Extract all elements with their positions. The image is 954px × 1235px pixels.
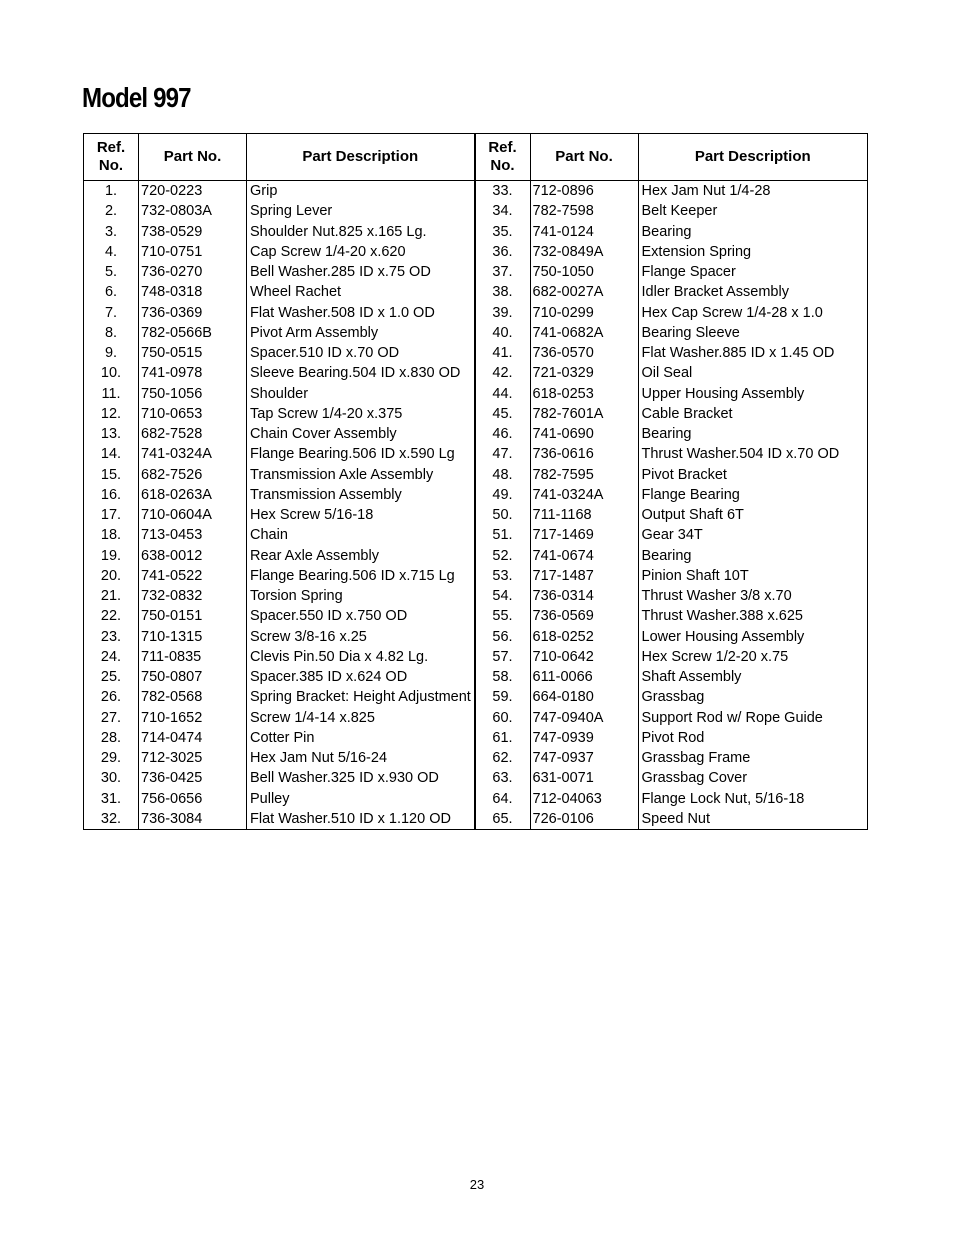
ref-no-cell: 38.	[476, 282, 531, 302]
ref-no-cell: 60.	[476, 708, 531, 728]
ref-no-cell: 9.	[84, 343, 139, 363]
table-row	[476, 627, 868, 647]
table-row	[84, 242, 474, 262]
table-row	[84, 384, 474, 404]
ref-no-cell: 2.	[84, 201, 139, 221]
table-row	[84, 363, 474, 383]
part-description-cell: Rear Axle Assembly	[250, 547, 379, 564]
part-description-cell: Bearing Sleeve	[641, 324, 740, 341]
part-no-cell: 710-0653	[139, 404, 247, 424]
part-no-cell: 741-0124	[530, 222, 638, 242]
header-ref-no: Ref. No.	[84, 134, 139, 181]
part-description-cell: Wheel Rachet	[250, 284, 342, 301]
part-no-cell: 611-0066	[530, 667, 638, 687]
part-description-cell: Tap Screw 1/4-20 x.375	[250, 405, 403, 422]
part-description-cell: Idler Bracket Assembly	[641, 284, 789, 301]
table-row	[476, 323, 868, 343]
table-row	[84, 181, 474, 202]
table-row	[84, 343, 474, 363]
ref-no-cell: 5.	[84, 262, 139, 282]
part-description-cell: Chain	[250, 527, 288, 544]
ref-no-cell: 20.	[84, 566, 139, 586]
ref-no-cell: 54.	[476, 586, 531, 606]
ref-no-cell: 18.	[84, 525, 139, 545]
ref-no-cell: 8.	[84, 323, 139, 343]
ref-no-cell: 17.	[84, 505, 139, 525]
part-description-cell: Pinion Shaft 10T	[641, 567, 749, 584]
ref-no-cell: 23.	[84, 627, 139, 647]
part-no-cell: 726-0106	[530, 809, 638, 829]
part-description-cell: Grassbag	[641, 689, 705, 706]
table-row	[84, 282, 474, 302]
table-row	[476, 444, 868, 464]
table-row	[84, 424, 474, 444]
ref-no-cell: 14.	[84, 444, 139, 464]
part-description-cell: Thrust Washer.504 ID x.70 OD	[641, 446, 840, 463]
table-row	[476, 809, 868, 829]
table-row	[476, 586, 868, 606]
ref-no-cell: 26.	[84, 687, 139, 707]
ref-no-cell: 7.	[84, 303, 139, 323]
part-no-cell: 748-0318	[139, 282, 247, 302]
table-row	[84, 566, 474, 586]
ref-no-cell: 25.	[84, 667, 139, 687]
part-description-cell: Spacer.550 ID x.750 OD	[250, 608, 408, 625]
part-no-cell: 638-0012	[139, 546, 247, 566]
table-row	[476, 404, 868, 424]
ref-no-cell: 42.	[476, 363, 531, 383]
table-header	[84, 134, 474, 181]
ref-no-cell: 48.	[476, 465, 531, 485]
part-description-cell: Transmission Assembly	[250, 486, 402, 503]
part-no-cell: 736-0369	[139, 303, 247, 323]
ref-no-cell: 1.	[84, 181, 139, 202]
part-description-cell: Chain Cover Assembly	[250, 426, 397, 443]
table-row	[84, 667, 474, 687]
part-no-cell: 710-0751	[139, 242, 247, 262]
table-row	[476, 768, 868, 788]
table-row	[476, 242, 868, 262]
table-row	[476, 708, 868, 728]
ref-no-cell: 53.	[476, 566, 531, 586]
part-no-cell: 750-1050	[530, 262, 638, 282]
part-description-cell: Bell Washer.285 ID x.75 OD	[250, 264, 431, 281]
part-description-cell: Shaft Assembly	[641, 669, 742, 686]
part-description-cell: Clevis Pin.50 Dia x 4.82 Lg.	[250, 648, 429, 665]
part-no-cell: 710-1652	[139, 708, 247, 728]
ref-no-cell: 63.	[476, 768, 531, 788]
part-description-cell: Flange Lock Nut, 5/16-18	[641, 790, 805, 807]
part-description-cell: Screw 1/4-14 x.825	[250, 709, 375, 726]
ref-no-cell: 59.	[476, 687, 531, 707]
table-row	[476, 525, 868, 545]
table-row	[84, 586, 474, 606]
part-description-cell: Pulley	[250, 790, 290, 807]
part-description-cell: Shoulder	[250, 385, 309, 402]
part-description-cell: Grassbag Frame	[641, 750, 751, 767]
part-no-cell: 741-0324A	[530, 485, 638, 505]
ref-no-cell: 65.	[476, 809, 531, 829]
table-row	[84, 627, 474, 647]
part-no-cell: 712-04063	[530, 789, 638, 809]
ref-no-cell: 40.	[476, 323, 531, 343]
table-row	[476, 181, 868, 202]
table-row	[476, 606, 868, 626]
part-no-cell: 710-0642	[530, 647, 638, 667]
table-header	[476, 134, 868, 181]
part-no-cell: 736-0270	[139, 262, 247, 282]
table-row	[476, 201, 868, 221]
table-row	[476, 687, 868, 707]
part-description-cell: Extension Spring	[641, 243, 752, 260]
part-no-cell: 618-0263A	[139, 485, 247, 505]
table-row	[84, 546, 474, 566]
table-row	[84, 606, 474, 626]
header-part-description: Part Description	[247, 134, 474, 181]
part-no-cell: 732-0803A	[139, 201, 247, 221]
part-description-cell: Hex Jam Nut 5/16-24	[250, 750, 388, 767]
parts-table-left	[84, 134, 476, 829]
table-row	[84, 647, 474, 667]
table-row	[84, 323, 474, 343]
table-row	[476, 728, 868, 748]
part-no-cell: 741-0522	[139, 566, 247, 586]
ref-no-cell: 13.	[84, 424, 139, 444]
part-description-cell: Spring Bracket: Height Adjustment	[250, 689, 471, 706]
table-row	[476, 546, 868, 566]
ref-no-cell: 50.	[476, 505, 531, 525]
table-row	[84, 687, 474, 707]
part-description-cell: Flange Bearing	[641, 486, 740, 503]
ref-no-cell: 10.	[84, 363, 139, 383]
table-row	[84, 728, 474, 748]
part-description-cell: Sleeve Bearing.504 ID x.830 OD	[250, 365, 461, 382]
part-no-cell: 736-0570	[530, 343, 638, 363]
part-description-cell: Flange Spacer	[641, 264, 736, 281]
table-row	[84, 708, 474, 728]
ref-no-cell: 32.	[84, 809, 139, 829]
ref-no-cell: 29.	[84, 748, 139, 768]
ref-no-cell: 33.	[476, 181, 531, 202]
part-no-cell: 631-0071	[530, 768, 638, 788]
table-row	[476, 485, 868, 505]
part-no-cell: 710-0299	[530, 303, 638, 323]
ref-no-cell: 16.	[84, 485, 139, 505]
table-row	[476, 384, 868, 404]
ref-no-cell: 6.	[84, 282, 139, 302]
table-row	[84, 222, 474, 242]
ref-no-cell: 47.	[476, 444, 531, 464]
part-no-cell: 782-0566B	[139, 323, 247, 343]
ref-no-cell: 4.	[84, 242, 139, 262]
table-row	[476, 566, 868, 586]
part-description-cell: Flat Washer.885 ID x 1.45 OD	[641, 345, 835, 362]
part-description-cell: Hex Jam Nut 1/4-28	[641, 183, 771, 200]
ref-no-cell: 36.	[476, 242, 531, 262]
part-no-cell: 750-0151	[139, 606, 247, 626]
part-no-cell: 756-0656	[139, 789, 247, 809]
part-no-cell: 721-0329	[530, 363, 638, 383]
part-description-cell: Torsion Spring	[250, 588, 343, 605]
part-description-cell: Cable Bracket	[641, 405, 733, 422]
part-description-cell: Grip	[250, 183, 278, 200]
ref-no-cell: 34.	[476, 201, 531, 221]
part-no-cell: 747-0940A	[530, 708, 638, 728]
part-description-cell: Hex Screw 5/16-18	[250, 507, 374, 524]
table-row	[476, 667, 868, 687]
part-no-cell: 738-0529	[139, 222, 247, 242]
ref-no-cell: 44.	[476, 384, 531, 404]
ref-no-cell: 21.	[84, 586, 139, 606]
header-part-description: Part Description	[638, 134, 867, 181]
table-row	[476, 262, 868, 282]
ref-no-cell: 19.	[84, 546, 139, 566]
ref-no-cell: 55.	[476, 606, 531, 626]
part-no-cell: 682-7528	[139, 424, 247, 444]
part-no-cell: 747-0939	[530, 728, 638, 748]
table-row	[476, 789, 868, 809]
part-no-cell: 736-3084	[139, 809, 247, 829]
part-description-cell: Hex Cap Screw 1/4-28 x 1.0	[641, 304, 823, 321]
ref-no-cell: 52.	[476, 546, 531, 566]
parts-list	[83, 133, 868, 830]
part-no-cell: 750-1056	[139, 384, 247, 404]
ref-no-cell: 28.	[84, 728, 139, 748]
part-description-cell: Shoulder Nut.825 x.165 Lg.	[250, 223, 427, 240]
part-description-cell: Upper Housing Assembly	[641, 385, 805, 402]
parts-rows-right	[476, 181, 868, 830]
part-description-cell: Output Shaft 6T	[641, 507, 744, 524]
part-no-cell: 710-1315	[139, 627, 247, 647]
ref-no-cell: 37.	[476, 262, 531, 282]
ref-no-cell: 58.	[476, 667, 531, 687]
ref-no-cell: 39.	[476, 303, 531, 323]
table-row	[476, 465, 868, 485]
ref-no-cell: 24.	[84, 647, 139, 667]
table-row	[476, 303, 868, 323]
part-no-cell: 782-0568	[139, 687, 247, 707]
page-number: 23	[469, 1177, 485, 1192]
ref-no-cell: 11.	[84, 384, 139, 404]
part-description-cell: Pivot Rod	[641, 729, 705, 746]
table-row	[84, 789, 474, 809]
ref-no-cell: 12.	[84, 404, 139, 424]
part-no-cell: 747-0937	[530, 748, 638, 768]
part-description-cell: Oil Seal	[641, 365, 693, 382]
ref-no-cell: 46.	[476, 424, 531, 444]
part-description-cell: Spring Lever	[250, 203, 333, 220]
header-part-no: Part No.	[139, 134, 247, 181]
part-no-cell: 736-0616	[530, 444, 638, 464]
ref-no-cell: 41.	[476, 343, 531, 363]
part-description-cell: Lower Housing Assembly	[641, 628, 805, 645]
part-no-cell: 782-7598	[530, 201, 638, 221]
table-row	[84, 525, 474, 545]
part-no-cell: 711-0835	[139, 647, 247, 667]
part-description-cell: Flat Washer.508 ID x 1.0 OD	[250, 304, 435, 321]
part-description-cell: Cotter Pin	[250, 729, 315, 746]
table-row	[476, 424, 868, 444]
header-part-no: Part No.	[530, 134, 638, 181]
part-description-cell: Hex Screw 1/2-20 x.75	[641, 648, 789, 665]
part-description-cell: Pivot Bracket	[641, 466, 727, 483]
part-no-cell: 712-3025	[139, 748, 247, 768]
part-no-cell: 713-0453	[139, 525, 247, 545]
part-description-cell: Flat Washer.510 ID x 1.120 OD	[250, 810, 451, 827]
table-row	[476, 505, 868, 525]
part-description-cell: Belt Keeper	[641, 203, 718, 220]
part-no-cell: 736-0425	[139, 768, 247, 788]
table-row	[84, 809, 474, 829]
part-no-cell: 750-0515	[139, 343, 247, 363]
part-no-cell: 712-0896	[530, 181, 638, 202]
part-no-cell: 782-7595	[530, 465, 638, 485]
ref-no-cell: 61.	[476, 728, 531, 748]
part-no-cell: 720-0223	[139, 181, 247, 202]
ref-no-cell: 62.	[476, 748, 531, 768]
part-description-cell: Pivot Arm Assembly	[250, 324, 379, 341]
part-no-cell: 711-1168	[530, 505, 638, 525]
table-row	[84, 201, 474, 221]
ref-no-cell: 51.	[476, 525, 531, 545]
part-no-cell: 717-1469	[530, 525, 638, 545]
part-description-cell: Thrust Washer 3/8 x.70	[641, 588, 792, 605]
table-row	[84, 505, 474, 525]
ref-no-cell: 57.	[476, 647, 531, 667]
part-description-cell: Support Rod w/ Rope Guide	[641, 709, 823, 726]
ref-no-cell: 49.	[476, 485, 531, 505]
part-no-cell: 618-0252	[530, 627, 638, 647]
ref-no-cell: 45.	[476, 404, 531, 424]
part-description-cell: Flange Bearing.506 ID x.590 Lg	[250, 446, 455, 463]
part-description-cell: Bell Washer.325 ID x.930 OD	[250, 770, 439, 787]
table-row	[84, 444, 474, 464]
table-row	[476, 343, 868, 363]
part-no-cell: 664-0180	[530, 687, 638, 707]
table-row	[476, 222, 868, 242]
parts-table-right	[476, 134, 868, 829]
part-no-cell: 741-0978	[139, 363, 247, 383]
table-row	[84, 465, 474, 485]
ref-no-cell: 64.	[476, 789, 531, 809]
part-description-cell: Speed Nut	[641, 810, 711, 827]
ref-no-cell: 27.	[84, 708, 139, 728]
table-row	[84, 748, 474, 768]
table-row	[476, 748, 868, 768]
part-description-cell: Cap Screw 1/4-20 x.620	[250, 243, 406, 260]
part-description-cell: Bearing	[641, 223, 692, 240]
table-row	[476, 363, 868, 383]
ref-no-cell: 35.	[476, 222, 531, 242]
ref-no-cell: 30.	[84, 768, 139, 788]
part-description-cell: Gear 34T	[641, 527, 703, 544]
table-row	[84, 303, 474, 323]
table-row	[84, 404, 474, 424]
part-no-cell: 710-0604A	[139, 505, 247, 525]
part-no-cell: 750-0807	[139, 667, 247, 687]
ref-no-cell: 3.	[84, 222, 139, 242]
part-description-cell: Spacer.385 ID x.624 OD	[250, 669, 408, 686]
part-description-cell: Bearing	[641, 426, 692, 443]
part-description-cell: Bearing	[641, 547, 692, 564]
part-no-cell: 736-0314	[530, 586, 638, 606]
part-no-cell: 782-7601A	[530, 404, 638, 424]
ref-no-cell: 56.	[476, 627, 531, 647]
part-description-cell: Spacer.510 ID x.70 OD	[250, 345, 400, 362]
part-no-cell: 682-7526	[139, 465, 247, 485]
part-no-cell: 682-0027A	[530, 282, 638, 302]
ref-no-cell: 22.	[84, 606, 139, 626]
part-no-cell: 732-0849A	[530, 242, 638, 262]
parts-rows-left	[84, 181, 474, 830]
table-row	[84, 768, 474, 788]
part-no-cell: 714-0474	[139, 728, 247, 748]
part-no-cell: 618-0253	[530, 384, 638, 404]
part-description-cell: Screw 3/8-16 x.25	[250, 628, 367, 645]
part-no-cell: 741-0690	[530, 424, 638, 444]
table-row	[476, 282, 868, 302]
part-description-cell: Flange Bearing.506 ID x.715 Lg	[250, 567, 455, 584]
header-ref-no: Ref. No.	[476, 134, 531, 181]
ref-no-cell: 31.	[84, 789, 139, 809]
part-no-cell: 736-0569	[530, 606, 638, 626]
part-description-cell: Grassbag Cover	[641, 770, 748, 787]
table-row	[84, 262, 474, 282]
part-no-cell: 741-0682A	[530, 323, 638, 343]
table-row	[476, 647, 868, 667]
part-no-cell: 741-0674	[530, 546, 638, 566]
page-title: Model 997	[82, 82, 191, 113]
part-description-cell: Thrust Washer.388 x.625	[641, 608, 803, 625]
ref-no-cell: 15.	[84, 465, 139, 485]
table-row	[84, 485, 474, 505]
part-no-cell: 741-0324A	[139, 444, 247, 464]
part-description-cell: Transmission Axle Assembly	[250, 466, 434, 483]
part-no-cell: 717-1487	[530, 566, 638, 586]
part-no-cell: 732-0832	[139, 586, 247, 606]
